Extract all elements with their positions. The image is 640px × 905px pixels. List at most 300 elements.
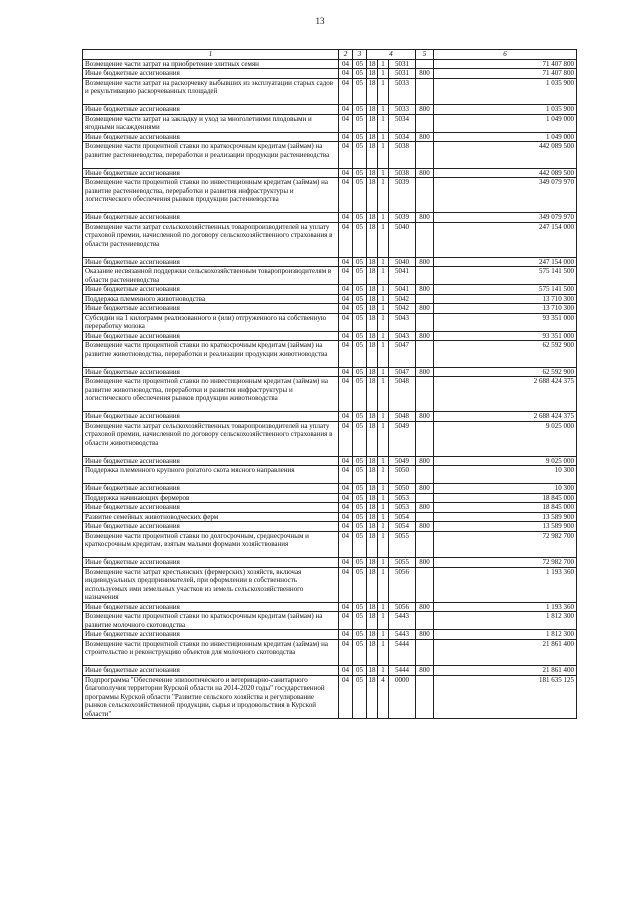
row-subprogram: 1 (378, 222, 389, 257)
row-section: 04 (339, 313, 353, 331)
row-name: Возмещение части затрат на приобретение элитных семян (83, 59, 339, 69)
row-amount: 62 592 900 (434, 341, 577, 368)
row-subprogram: 1 (378, 466, 389, 484)
row-subprogram: 1 (378, 666, 389, 676)
row-item: 5040 (389, 257, 416, 267)
row-section: 04 (339, 178, 353, 213)
row-item: 5048 (389, 377, 416, 412)
row-expense-type (416, 675, 434, 719)
row-subprogram: 1 (378, 612, 389, 630)
row-amount: 72 982 700 (434, 531, 577, 558)
row-expense-type: 800 (416, 666, 434, 676)
row-expense-type (416, 59, 434, 69)
table-row (83, 377, 577, 412)
row-amount: 1 035 900 (434, 78, 577, 105)
row-subprogram: 1 (378, 285, 389, 295)
row-program: 18 (367, 78, 378, 105)
row-subprogram: 1 (378, 178, 389, 213)
row-expense-type (416, 178, 434, 213)
row-expense-type: 800 (416, 503, 434, 513)
row-section: 04 (339, 503, 353, 513)
row-program: 18 (368, 484, 376, 492)
row-item: 5040 (389, 222, 416, 257)
row-subprogram: 1 (378, 512, 389, 522)
row-subsection: 05 (353, 567, 367, 602)
row-subprogram: 1 (378, 503, 389, 513)
row-program: 18 (368, 456, 376, 465)
row-program: 18 (368, 304, 376, 312)
row-program: 18 (368, 412, 376, 420)
row-subsection: 05 (353, 142, 367, 169)
row-name: Возмещение части процентной ставки по инвестиционным кредитам (займам) на строительство и реконструкцию объектов для молочного скотоводства (83, 639, 339, 666)
row-name: Поддержка племенного животноводства (83, 294, 339, 304)
row-subprogram: 4 (378, 675, 389, 719)
row-amount: 9 025 000 (434, 456, 577, 466)
row-name: Возмещение части затрат сельскохозяйственных товаропроизводителей на уплату страховой премии, начисленной по договору сельскохозяйственного страхования в области растениеводства (83, 222, 339, 257)
row-expense-type (416, 421, 434, 456)
table-row (83, 257, 577, 267)
row-amount: 1 812 300 (434, 612, 577, 630)
row-expense-type: 800 (416, 168, 434, 178)
row-section: 04 (339, 630, 353, 640)
row-program: 18 (368, 367, 376, 376)
row-item: 5053 (389, 493, 416, 503)
row-item: 5043 (389, 313, 416, 331)
column-header: 5 (416, 50, 434, 60)
row-expense-type: 800 (416, 484, 434, 494)
row-name: Иные бюджетные ассигнования (83, 69, 339, 79)
column-header: 4 (367, 50, 416, 60)
table-row (83, 132, 577, 142)
row-expense-type (416, 142, 434, 169)
table-row (83, 421, 577, 456)
row-name: Иные бюджетные ассигнования (83, 602, 339, 612)
row-program: 18 (368, 602, 376, 611)
row-subsection: 05 (353, 522, 367, 532)
row-section: 04 (339, 59, 353, 69)
row-amount: 2 688 424 375 (434, 412, 577, 422)
row-name: Возмещение части процентной ставки по краткосрочным кредитам (займам) на развитие животноводства, переработки и реализации продукции животноводства (83, 341, 339, 368)
row-item: 5041 (389, 267, 416, 285)
row-amount: 9 025 000 (434, 421, 577, 456)
row-name: Иные бюджетные ассигнования (83, 168, 339, 178)
row-amount: 349 079 970 (434, 213, 577, 223)
table-row (83, 484, 577, 494)
row-section: 04 (339, 142, 353, 169)
row-item: 5038 (389, 168, 416, 178)
row-program: 18 (368, 132, 376, 141)
row-subsection: 05 (353, 168, 367, 178)
row-program: 18 (368, 257, 376, 266)
row-program: 18 (368, 630, 376, 638)
row-subprogram: 1 (378, 69, 389, 79)
row-expense-type (416, 313, 434, 331)
row-name: Иные бюджетные ассигнования (83, 558, 339, 568)
table-row (83, 213, 577, 223)
row-subsection: 05 (353, 59, 367, 69)
row-item: 5444 (389, 639, 416, 666)
row-expense-type: 800 (416, 630, 434, 640)
row-subsection: 05 (353, 341, 367, 368)
row-subprogram: 1 (378, 132, 389, 142)
row-subprogram: 1 (378, 484, 389, 494)
row-name: Возмещение части процентной ставки по краткосрочным кредитам (займам) на развитие молочного скотоводства (83, 612, 339, 630)
row-item: 5444 (389, 666, 416, 676)
row-subprogram: 1 (378, 421, 389, 456)
row-section: 04 (339, 377, 353, 412)
row-name: Иные бюджетные ассигнования (83, 213, 339, 223)
row-item: 0000 (389, 675, 416, 719)
row-program: 18 (368, 666, 376, 674)
table-row (83, 304, 577, 314)
row-subprogram: 1 (378, 59, 389, 69)
row-item: 5031 (389, 59, 416, 69)
table-row (83, 512, 577, 522)
table-row (83, 503, 577, 513)
row-section: 04 (339, 132, 353, 142)
column-header-row (83, 50, 577, 60)
row-name: Подпрограмма "Обеспечение эпизоотического и ветеринарно-санитарного благополучия территории Курской области на 2014-2020 годы" государственной программы Курской области "Развитие сельского хозяйства и регулирование рынков сельскохозяйственной продукции, сырья и продовольствия в Курской области" (83, 675, 339, 719)
row-expense-type: 800 (416, 522, 434, 532)
row-subsection: 05 (353, 421, 367, 456)
row-item: 5042 (389, 294, 416, 304)
row-section: 04 (339, 367, 353, 377)
row-name: Иные бюджетные ассигнования (83, 367, 339, 377)
row-subprogram: 1 (378, 213, 389, 223)
row-subprogram: 1 (378, 304, 389, 314)
row-expense-type (416, 294, 434, 304)
row-subprogram: 1 (378, 456, 389, 466)
row-subsection: 05 (353, 639, 367, 666)
row-subprogram: 1 (378, 294, 389, 304)
row-item: 5053 (389, 503, 416, 513)
row-subsection: 05 (353, 105, 367, 115)
row-subsection: 05 (353, 456, 367, 466)
table-row (83, 178, 577, 213)
table-row (83, 630, 577, 640)
row-section: 04 (339, 257, 353, 267)
row-program: 18 (367, 142, 378, 169)
row-expense-type (416, 78, 434, 105)
row-name: Субсидии на 1 килограмм реализованного и (или) отгруженного на собственную переработку молока (83, 313, 339, 331)
row-subsection: 05 (353, 294, 367, 304)
row-name: Оказание несвязанной поддержки сельскохозяйственным товаропроизводителям в области растениеводства (83, 267, 339, 285)
row-expense-type: 800 (416, 132, 434, 142)
row-name: Возмещение части затрат сельскохозяйственных товаропроизводителей на уплату страховой премии, начисленной по договору сельскохозяйственного страхования в области животноводства (83, 421, 339, 456)
row-item: 5047 (389, 341, 416, 368)
row-subsection: 05 (353, 222, 367, 257)
row-subprogram: 1 (378, 313, 389, 331)
row-name: Иные бюджетные ассигнования (83, 132, 339, 142)
row-item: 5054 (389, 512, 416, 522)
row-amount: 72 982 700 (434, 558, 577, 568)
row-expense-type: 800 (416, 69, 434, 79)
row-section: 04 (339, 456, 353, 466)
row-name: Возмещение части затрат на раскорчевку выбывших из эксплуатации старых садов и рекультивацию раскорчеванных площадей (83, 78, 339, 105)
row-expense-type: 800 (416, 105, 434, 115)
row-program: 18 (367, 421, 378, 456)
row-amount: 21 861 400 (434, 666, 577, 676)
row-subprogram: 1 (378, 412, 389, 422)
row-subsection: 05 (353, 69, 367, 79)
row-amount: 18 845 000 (434, 493, 577, 503)
table-row (83, 142, 577, 169)
row-section: 04 (339, 412, 353, 422)
row-program: 18 (368, 59, 376, 68)
page-number: 13 (315, 16, 325, 26)
row-subsection: 05 (353, 257, 367, 267)
budget-table-body (83, 50, 577, 719)
row-name: Иные бюджетные ассигнования (83, 503, 339, 513)
table-row (83, 367, 577, 377)
row-expense-type: 800 (416, 367, 434, 377)
row-amount: 1 049 000 (434, 114, 577, 132)
row-expense-type (416, 567, 434, 602)
row-section: 04 (339, 675, 353, 719)
row-expense-type: 800 (416, 602, 434, 612)
row-item: 5056 (389, 567, 416, 602)
row-program: 18 (367, 377, 378, 412)
row-name: Иные бюджетные ассигнования (83, 257, 339, 267)
row-subsection: 05 (353, 666, 367, 676)
row-section: 04 (339, 222, 353, 257)
row-expense-type: 800 (416, 331, 434, 341)
row-name: Возмещение части процентной ставки по долгосрочным, среднесрочным и краткосрочным кредитам, взятым малыми формами хозяйствования (83, 531, 339, 558)
row-subsection: 05 (353, 412, 367, 422)
row-section: 04 (339, 105, 353, 115)
row-name: Поддержка племенного крупного рогатого скота мясного направления (83, 466, 339, 484)
row-subprogram: 1 (378, 341, 389, 368)
row-program: 18 (367, 267, 378, 285)
row-subprogram: 1 (378, 630, 389, 640)
row-subprogram: 1 (378, 331, 389, 341)
column-header: 2 (339, 50, 353, 60)
row-subsection: 05 (353, 484, 367, 494)
table-row (83, 602, 577, 612)
row-expense-type: 800 (416, 285, 434, 295)
table-row (83, 493, 577, 503)
row-program: 18 (367, 466, 378, 484)
row-subprogram: 1 (378, 567, 389, 602)
row-expense-type (416, 466, 434, 484)
row-expense-type: 800 (416, 304, 434, 314)
row-subprogram: 1 (378, 522, 389, 532)
row-subprogram: 1 (378, 267, 389, 285)
row-amount: 247 154 000 (434, 222, 577, 257)
row-amount: 13 710 300 (434, 304, 577, 314)
row-amount: 181 635 125 (434, 675, 577, 719)
row-section: 04 (339, 466, 353, 484)
row-section: 04 (339, 78, 353, 105)
row-subsection: 05 (353, 630, 367, 640)
row-item: 5033 (389, 78, 416, 105)
table-row (83, 666, 577, 676)
row-section: 04 (339, 602, 353, 612)
row-subsection: 05 (353, 114, 367, 132)
row-subsection: 05 (353, 285, 367, 295)
row-item: 5050 (389, 466, 416, 484)
row-section: 04 (339, 304, 353, 314)
row-amount: 10 300 (434, 484, 577, 494)
row-name: Иные бюджетные ассигнования (83, 456, 339, 466)
row-program: 18 (368, 168, 376, 177)
row-subsection: 05 (353, 178, 367, 213)
row-amount: 18 845 000 (434, 503, 577, 513)
row-amount: 13 589 900 (434, 512, 577, 522)
row-subsection: 05 (353, 78, 367, 105)
row-expense-type (416, 377, 434, 412)
row-section: 04 (339, 341, 353, 368)
row-item: 5047 (389, 367, 416, 377)
row-subprogram: 1 (378, 639, 389, 666)
row-program: 18 (367, 612, 378, 630)
row-amount: 349 079 970 (434, 178, 577, 213)
row-section: 04 (339, 331, 353, 341)
table-row (83, 294, 577, 304)
row-program: 18 (368, 512, 376, 521)
row-item: 5050 (389, 484, 416, 494)
column-header: 6 (434, 50, 577, 60)
row-subsection: 05 (353, 132, 367, 142)
row-section: 04 (339, 294, 353, 304)
row-item: 5033 (389, 105, 416, 115)
table-row (83, 531, 577, 558)
row-amount: 13 710 300 (434, 294, 577, 304)
table-row (83, 105, 577, 115)
row-section: 04 (339, 114, 353, 132)
row-subsection: 05 (353, 313, 367, 331)
row-expense-type (416, 512, 434, 522)
row-subprogram: 1 (378, 367, 389, 377)
row-expense-type: 800 (416, 213, 434, 223)
row-section: 04 (339, 493, 353, 503)
row-name: Возмещение части процентной ставки по краткосрочным кредитам (займам) на развитие растениеводства, переработки и реализации продукции растениеводства (83, 142, 339, 169)
row-expense-type (416, 493, 434, 503)
row-item: 5043 (389, 331, 416, 341)
row-section: 04 (339, 558, 353, 568)
row-amount: 1 812 300 (434, 630, 577, 640)
row-section: 04 (339, 639, 353, 666)
table-row (83, 267, 577, 285)
row-subprogram: 1 (378, 377, 389, 412)
row-amount: 93 351 000 (434, 331, 577, 341)
row-subprogram: 1 (378, 114, 389, 132)
row-amount: 71 407 800 (434, 59, 577, 69)
row-subsection: 05 (353, 493, 367, 503)
row-amount: 2 688 424 375 (434, 377, 577, 412)
row-subsection: 05 (353, 331, 367, 341)
row-section: 04 (339, 531, 353, 558)
column-header: 1 (83, 50, 339, 60)
row-program: 18 (367, 639, 378, 666)
table-row (83, 69, 577, 79)
row-item: 5443 (389, 630, 416, 640)
row-amount: 1 035 900 (434, 105, 577, 115)
row-subsection: 05 (353, 531, 367, 558)
row-name: Возмещение части процентной ставки по инвестиционным кредитам (займам) на развитие растениеводства, переработки и развития инфраструктуры и логистического обеспечения рынков продукции растениеводства (83, 178, 339, 213)
row-program: 18 (368, 213, 376, 221)
row-program: 18 (367, 114, 378, 132)
table-row (83, 567, 577, 602)
row-name: Возмещение части процентной ставки по инвестиционным кредитам (займам) на развитие животноводства, переработки и развития инфраструктуры и логистического обеспечения рынков продукции животноводства (83, 377, 339, 412)
row-item: 5048 (389, 412, 416, 422)
row-section: 04 (339, 484, 353, 494)
row-amount: 62 592 900 (434, 367, 577, 377)
row-program: 18 (368, 294, 376, 303)
row-name: Иные бюджетные ассигнования (83, 484, 339, 494)
row-section: 04 (339, 666, 353, 676)
row-amount: 575 141 500 (434, 267, 577, 285)
column-header: 3 (353, 50, 367, 60)
row-section: 04 (339, 421, 353, 456)
row-section: 04 (339, 213, 353, 223)
row-section: 04 (339, 168, 353, 178)
row-subsection: 05 (353, 267, 367, 285)
row-name: Иные бюджетные ассигнования (83, 331, 339, 341)
budget-table (82, 49, 577, 719)
table-row (83, 331, 577, 341)
row-expense-type: 800 (416, 412, 434, 422)
row-expense-type: 800 (416, 558, 434, 568)
row-expense-type (416, 267, 434, 285)
row-amount: 21 861 400 (434, 639, 577, 666)
row-program: 18 (367, 313, 378, 331)
table-row (83, 558, 577, 568)
row-item: 5042 (389, 304, 416, 314)
row-subprogram: 1 (378, 531, 389, 558)
table-row (83, 285, 577, 295)
row-item: 5049 (389, 456, 416, 466)
row-subsection: 05 (353, 512, 367, 522)
row-name: Иные бюджетные ассигнования (83, 630, 339, 640)
table-row (83, 675, 577, 719)
table-row (83, 114, 577, 132)
row-program: 18 (367, 675, 378, 719)
row-item: 5055 (389, 531, 416, 558)
row-section: 04 (339, 267, 353, 285)
row-expense-type: 800 (416, 456, 434, 466)
row-item: 5034 (389, 132, 416, 142)
row-subsection: 05 (353, 503, 367, 513)
row-subprogram: 1 (378, 257, 389, 267)
row-program: 18 (368, 558, 376, 566)
row-name: Развитие семейных животноводческих ферм (83, 512, 339, 522)
row-section: 04 (339, 567, 353, 602)
row-item: 5443 (389, 612, 416, 630)
row-subprogram: 1 (378, 105, 389, 115)
row-name: Иные бюджетные ассигнования (83, 105, 339, 115)
row-expense-type (416, 341, 434, 368)
row-item: 5041 (389, 285, 416, 295)
row-item: 5034 (389, 114, 416, 132)
row-program: 18 (367, 178, 378, 213)
row-subprogram: 1 (378, 602, 389, 612)
row-subsection: 05 (353, 558, 367, 568)
row-section: 04 (339, 69, 353, 79)
row-program: 18 (368, 105, 376, 113)
row-expense-type (416, 639, 434, 666)
row-name: Иные бюджетные ассигнования (83, 666, 339, 676)
row-program: 18 (368, 493, 376, 502)
row-subprogram: 1 (378, 558, 389, 568)
row-name: Поддержка начинающих фермеров (83, 493, 339, 503)
row-amount: 10 300 (434, 466, 577, 484)
row-item: 5056 (389, 602, 416, 612)
row-program: 18 (367, 531, 378, 558)
row-subsection: 05 (353, 602, 367, 612)
row-amount: 442 089 500 (434, 168, 577, 178)
row-amount: 71 407 800 (434, 69, 577, 79)
